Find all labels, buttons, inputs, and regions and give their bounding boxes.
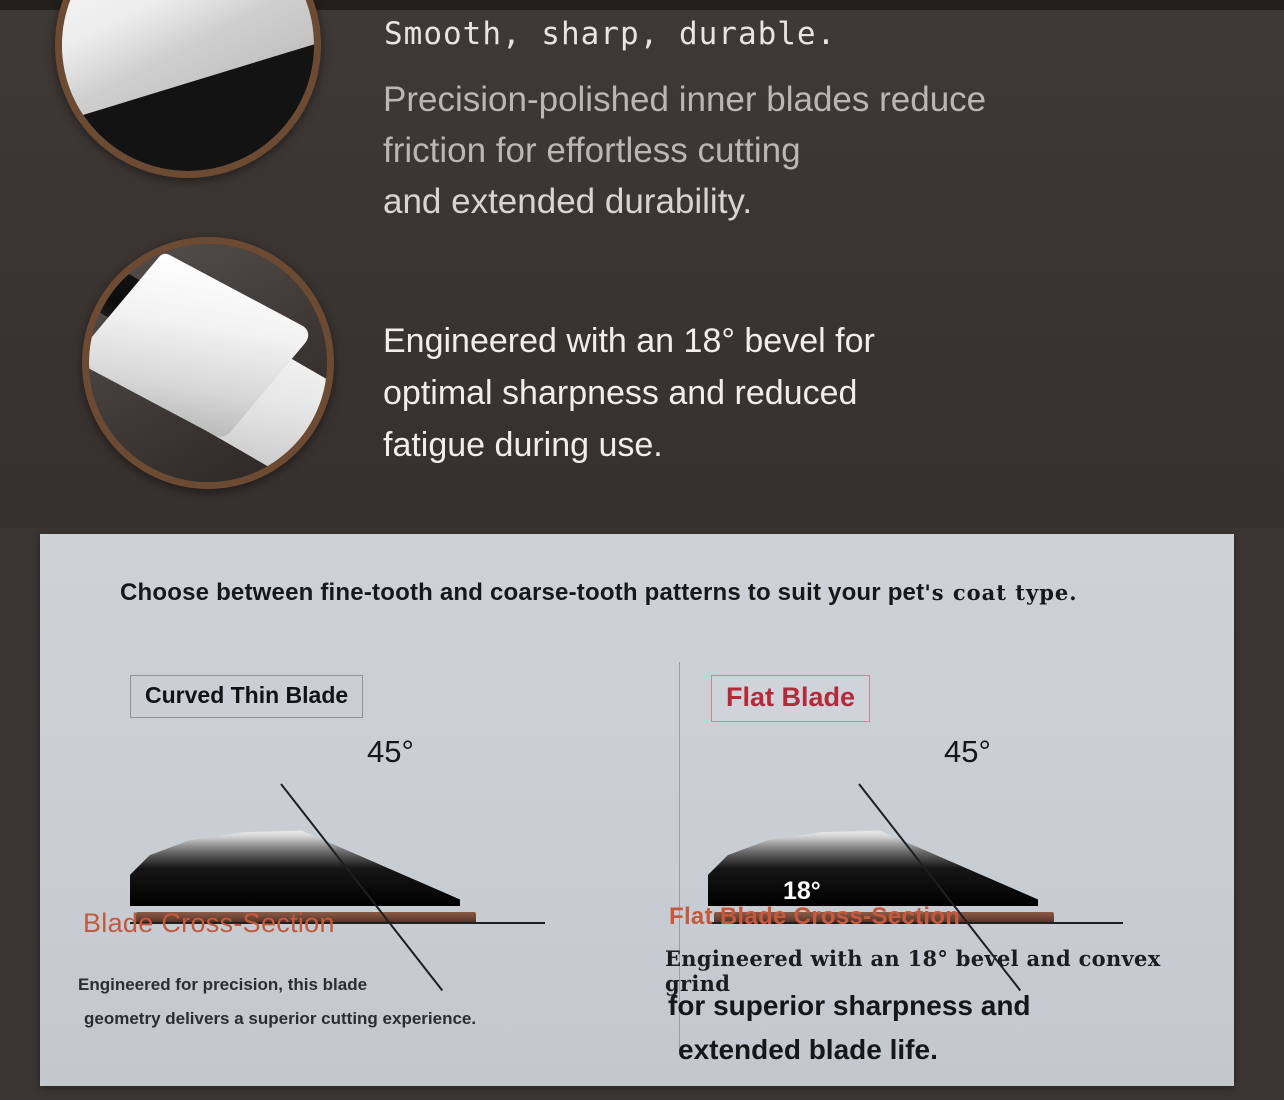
feature-paragraph-1 <box>383 74 1183 227</box>
flat-blade-description-line-3: extended blade life. <box>678 1034 938 1065</box>
paragraph-2-line-3: fatigue during use. <box>383 426 663 464</box>
curved-blade-tag: Curved Thin Blade <box>130 675 363 718</box>
paragraph-1-line-3: and extended durability. <box>383 182 753 221</box>
flat-blade-profile <box>708 824 1038 906</box>
curved-blade-section-label: Blade Cross-Section <box>83 908 335 938</box>
tagline-mono: Smooth, sharp, durable. <box>384 16 837 52</box>
comparison-heading-tail: 's coat type. <box>924 580 1078 605</box>
curved-blade-profile <box>130 824 460 906</box>
paragraph-2-line-2: optimal sharpness and reduced <box>383 374 858 412</box>
blade-bevel-photo <box>82 237 334 489</box>
paragraph-2-line-1: Engineered with an 18° bevel for <box>383 322 875 360</box>
curved-blade-description-line-1: Engineered for precision, this blade <box>78 975 368 994</box>
feature-paragraph-2 <box>383 315 1183 471</box>
blade-closeup-photo <box>55 0 321 178</box>
curved-blade-description <box>78 968 608 1036</box>
paragraph-1-line-2: friction for effortless cutting <box>383 131 801 170</box>
curved-blade-description-line-2: geometry delivers a superior cutting experience. <box>84 1009 477 1028</box>
flat-blade-section-label: Flat Blade Cross-Section <box>669 903 961 930</box>
comparison-heading-main: Choose between fine-tooth and coarse-tooth patterns to suit your pet <box>120 579 925 606</box>
paragraph-1-line-1: Precision-polished inner blades reduce <box>383 80 987 119</box>
curved-blade-angle-label: 45° <box>367 734 414 769</box>
feature-panel <box>0 0 1284 528</box>
flat-blade-description <box>668 984 1228 1072</box>
flat-blade-angle-label: 45° <box>944 734 991 769</box>
flat-blade-tag: Flat Blade <box>711 675 870 722</box>
flat-blade-description-serif: Engineered with an 18° bevel and convex grind <box>665 946 1161 996</box>
flat-blade-description-line-2: for superior sharpness and <box>668 990 1031 1021</box>
flat-blade-bevel-label: 18° <box>783 877 821 905</box>
